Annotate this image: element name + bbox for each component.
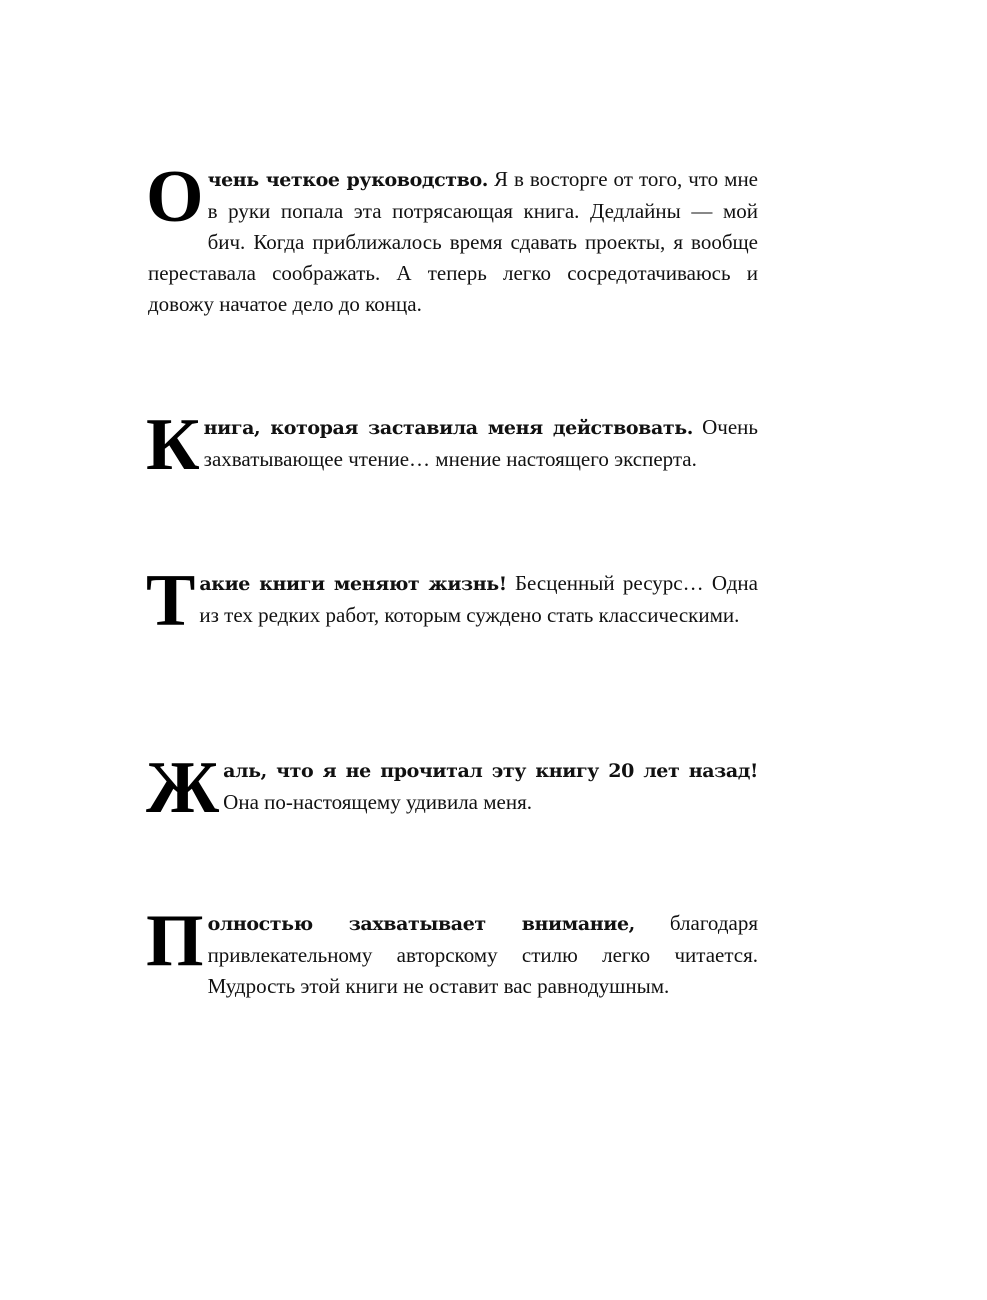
testimonial-3 — [146, 560, 758, 665]
testimonial-body: Очень захватывающее чтение… мнение настоящего эксперта. — [203, 415, 758, 471]
testimonial-lead: олностью захватывает внимание, — [207, 913, 635, 935]
testimonial-body: Я в восторге от того, что мне в руки попала эта потрясающая книга. Дедлайны — мой бич. Когда приближалось время сдавать проекты, я вообще переставала соображать. А теперь легко сосредотачиваюсь и довожу начатое дело до конца. — [148, 167, 758, 316]
drop-cap: О — [146, 156, 204, 238]
testimonial-1 — [146, 156, 758, 320]
testimonial-lead: акие книги меняют жизнь! — [199, 573, 507, 595]
testimonial-paragraph — [146, 900, 758, 1002]
testimonial-body: Бесценный ресурс… Одна из тех редких работ, которым суждено стать классическими. — [199, 571, 758, 627]
testimonial-lead: аль, что я не прочитал эту книгу 20 лет назад! — [223, 760, 758, 782]
testimonial-lead: чень четкое руководство. — [207, 169, 488, 191]
testimonial-paragraph — [146, 156, 758, 320]
testimonial-paragraph — [146, 747, 758, 829]
drop-cap: Ж — [146, 747, 220, 829]
drop-cap: П — [146, 900, 204, 982]
testimonial-paragraph — [146, 404, 758, 486]
drop-cap: Т — [146, 560, 196, 642]
testimonial-body: Она по-настоящему удивила меня. — [223, 790, 533, 814]
testimonial-2 — [146, 404, 758, 486]
testimonial-5 — [146, 900, 758, 1002]
testimonial-4 — [146, 747, 758, 829]
drop-cap: К — [146, 404, 200, 486]
testimonial-paragraph — [146, 560, 758, 642]
testimonial-body: благодаря привлекательному авторскому стилю легко читается. Мудрость этой книги не оставит вас равнодушным. — [207, 911, 758, 998]
testimonial-lead: нига, которая заставила меня действовать. — [203, 417, 693, 439]
